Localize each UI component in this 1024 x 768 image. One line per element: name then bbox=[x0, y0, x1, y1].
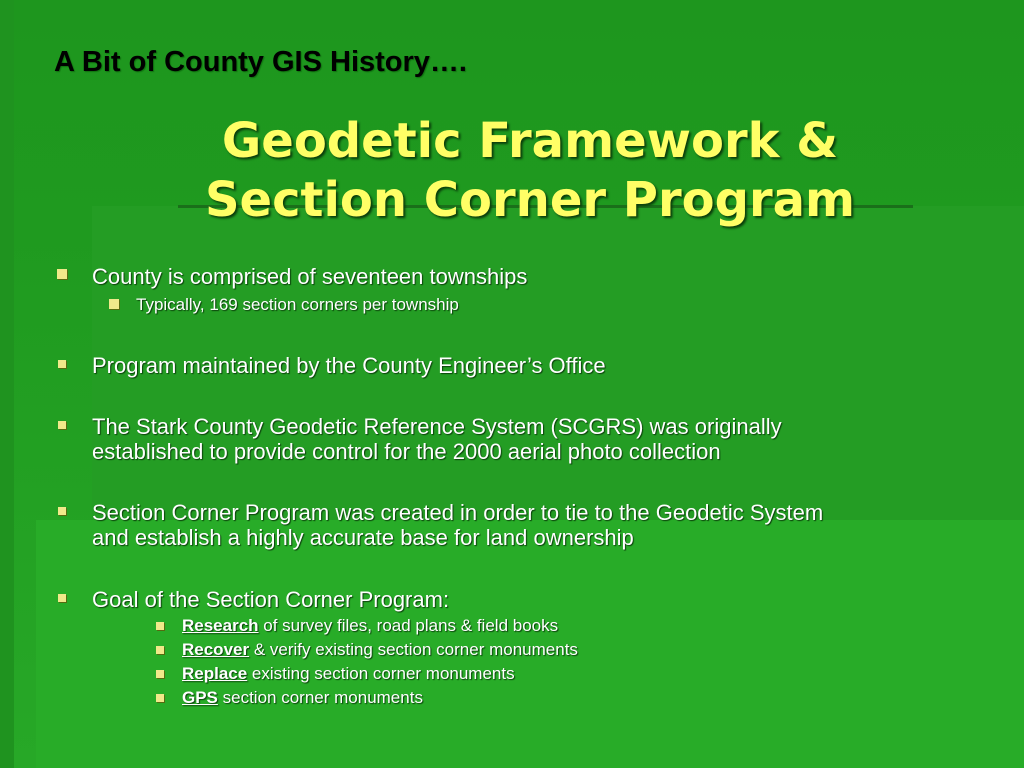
bullet-text: Goal of the Section Corner Program: bbox=[92, 587, 450, 612]
bullet-text: County is comprised of seventeen townships bbox=[92, 264, 528, 289]
goal-description: section corner monuments bbox=[217, 688, 423, 707]
square-bullet-icon bbox=[156, 694, 164, 702]
goal-keyword: Replace bbox=[182, 664, 248, 683]
slide-title-line-1: Geodetic Framework & bbox=[221, 113, 839, 169]
square-bullet-icon bbox=[58, 594, 66, 602]
slide-title-line-2: Section Corner Program bbox=[204, 172, 856, 228]
goal-description: & verify existing section corner monuments bbox=[249, 640, 578, 659]
section-title: A Bit of County GIS History…. bbox=[54, 46, 467, 78]
goal-keyword: Research bbox=[182, 616, 259, 635]
goal-keyword: GPS bbox=[182, 688, 218, 707]
bullet-text-line-1: Section Corner Program was created in order to tie to the Geodetic System bbox=[92, 500, 824, 525]
goal-text bbox=[182, 664, 515, 684]
bullet-text: Program maintained by the County Engineer’s Office bbox=[92, 353, 606, 378]
sub-bullet-text: Typically, 169 section corners per township bbox=[136, 295, 459, 314]
square-bullet-icon bbox=[58, 507, 66, 515]
square-bullet-icon bbox=[156, 646, 164, 654]
bullet-text-line-2: and establish a highly accurate base for land ownership bbox=[92, 525, 634, 550]
square-bullet-icon bbox=[58, 421, 66, 429]
goal-keyword: Recover bbox=[182, 640, 250, 659]
square-bullet-icon bbox=[156, 670, 164, 678]
bullet-text-line-1: The Stark County Geodetic Reference System (SCGRS) was originally bbox=[92, 414, 782, 439]
goal-description: of survey files, road plans & field books bbox=[258, 616, 559, 635]
goal-text bbox=[182, 616, 558, 636]
goal-description: existing section corner monuments bbox=[247, 664, 515, 683]
goal-text bbox=[182, 640, 578, 660]
goal-text bbox=[182, 688, 423, 708]
square-bullet-icon bbox=[57, 269, 67, 279]
square-bullet-icon bbox=[156, 622, 164, 630]
square-bullet-icon bbox=[58, 360, 66, 368]
bullet-text-line-2: established to provide control for the 2000 aerial photo collection bbox=[92, 439, 721, 464]
square-bullet-icon bbox=[109, 299, 119, 309]
